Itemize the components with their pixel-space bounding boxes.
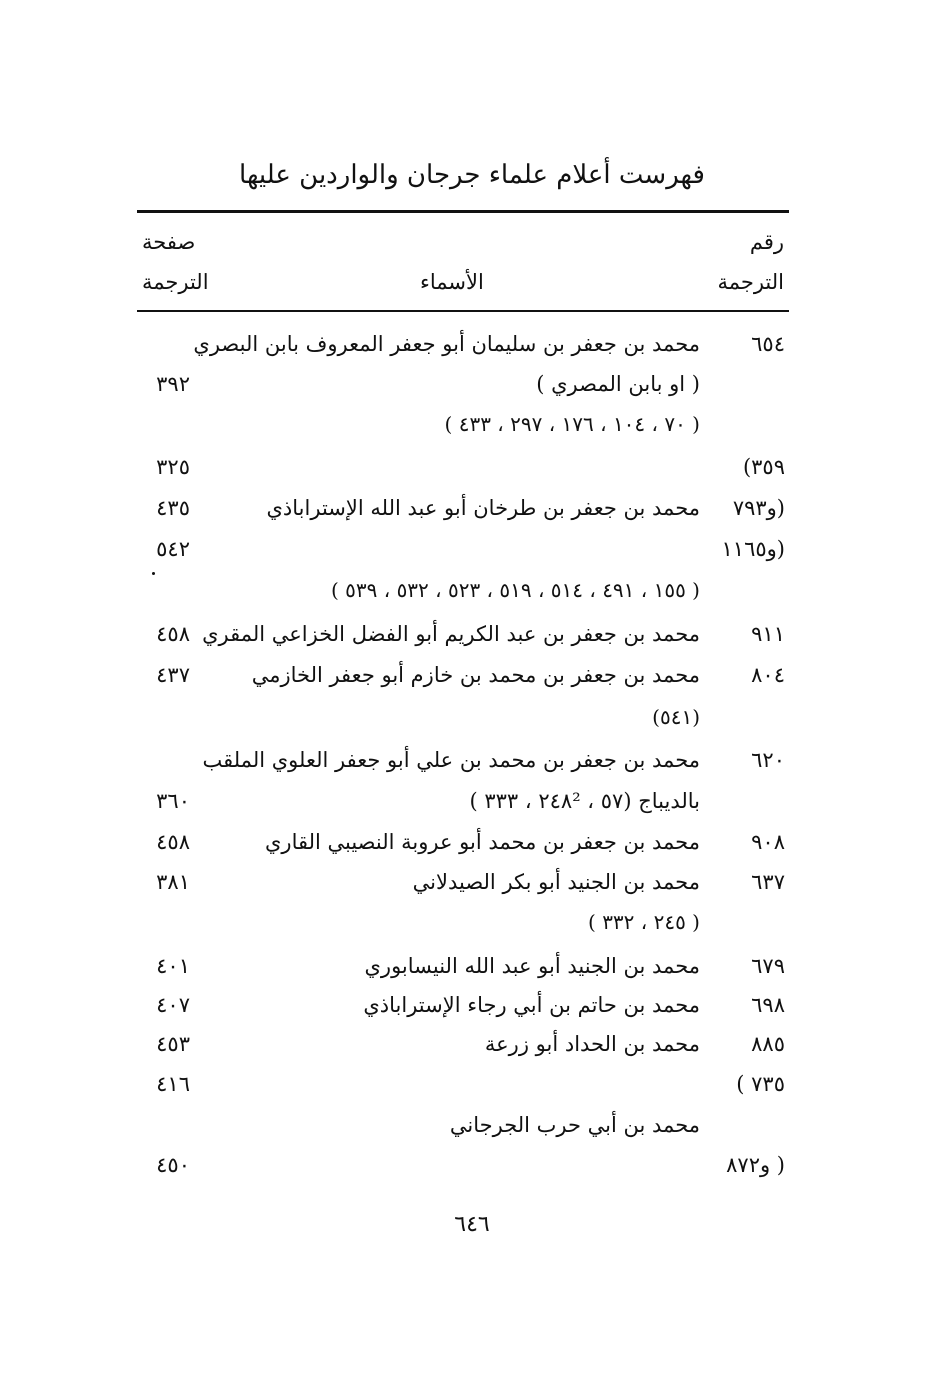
index-line — [0, 1145, 944, 1185]
entry-page: ٤٥٣ — [156, 1032, 190, 1056]
index-line — [0, 447, 944, 487]
entry-name: محمد بن الجنيد أبو بكر الصيدلاني — [412, 870, 700, 894]
entry-page — [130, 740, 190, 780]
entry-number: ٣٥٩) — [742, 455, 785, 479]
entry-number: (و٧٩٣ — [732, 496, 785, 520]
index-line — [0, 1024, 944, 1064]
entry-page: ٥٤٢ — [156, 537, 190, 561]
entry-name: محمد بن جعفر بن عبد الكريم أبو الفضل الخزاعي المقري — [202, 622, 700, 646]
entry-page: ٤٣٥ — [156, 496, 190, 520]
entry-name: بالديباج (٥٧ ، ٢٤٨² ، ٣٣٣ ) — [469, 789, 700, 813]
entry-references: ( ٧٠ ، ١٠٤ ، ١٧٦ ، ٢٩٧ ، ٤٣٣ ) — [444, 412, 700, 436]
entry-number: ( و٨٧٢ — [726, 1153, 785, 1177]
entry-page: ٣٢٥ — [156, 455, 190, 479]
entry-number: ٨٠٤ — [751, 663, 785, 687]
entry-name: محمد بن حاتم بن أبي رجاء الإستراباذي — [363, 993, 700, 1017]
entry-number — [690, 570, 785, 610]
entry-number: ٦٥٤ — [751, 332, 785, 356]
header-number-line1: رقم — [749, 230, 784, 254]
index-line — [0, 985, 944, 1025]
index-line — [0, 697, 944, 737]
entry-number: ٨٨٥ — [751, 1032, 785, 1056]
entry-number — [690, 781, 785, 821]
entry-number: ٦٢٠ — [751, 748, 785, 772]
entry-name — [200, 447, 700, 487]
entry-name: محمد بن الجنيد أبو عبد الله النيسابوري — [364, 954, 700, 978]
index-line — [0, 902, 944, 942]
index-line — [0, 324, 944, 364]
entry-page — [130, 902, 190, 942]
entry-name: محمد بن جعفر بن سليمان أبو جعفر المعروف بابن البصري — [193, 332, 700, 356]
header-page-line1: صفحة — [142, 230, 196, 254]
entry-page: ٣٦٠ — [156, 789, 190, 813]
entry-number: (و١١٦٥ — [721, 537, 785, 561]
entry-name: محمد بن جعفر بن طرخان أبو عبد الله الإستراباذي — [266, 496, 700, 520]
entry-number — [690, 364, 785, 404]
header-number-line2: الترجمة — [717, 270, 784, 294]
entry-number: ٩١١ — [751, 622, 785, 646]
page-title: فهرست أعلام علماء جرجان والواردين عليها — [239, 160, 705, 190]
entry-number: ٩٠٨ — [751, 830, 785, 854]
entry-page — [130, 404, 190, 444]
index-line — [0, 655, 944, 695]
entry-name: محمد بن جعفر بن محمد أبو عروبة النصيبي القاري — [264, 830, 700, 854]
entry-references: ( ١٥٥ ، ٤٩١ ، ٥١٤ ، ٥١٩ ، ٥٢٣ ، ٥٣٢ ، ٥٣٩ ) — [330, 578, 700, 602]
entry-page: ٤١٦ — [156, 1072, 190, 1096]
entry-name: محمد بن جعفر بن محمد بن علي أبو جعفر العلوي الملقب — [202, 748, 700, 772]
header-names: الأسماء — [420, 270, 484, 294]
entry-number: ٦٣٧ — [751, 870, 785, 894]
entry-name: محمد بن جعفر بن محمد بن خازم أبو جعفر الخازمي — [251, 663, 700, 687]
entry-page: ٤٠١ — [156, 954, 190, 978]
index-line — [0, 488, 944, 528]
entry-number: ٦٩٨ — [751, 993, 785, 1017]
page-number: ٦٤٦ — [454, 1212, 490, 1237]
index-line — [0, 529, 944, 569]
entry-name — [200, 1145, 700, 1185]
entry-page: ٣٩٢ — [156, 372, 190, 396]
entry-references: ( ٢٤٥ ، ٣٣٢ ) — [588, 910, 700, 934]
entry-references: (٥٤١) — [652, 705, 700, 729]
entry-page: ٤٥٠ — [156, 1153, 190, 1177]
index-line — [0, 404, 944, 444]
entry-number — [690, 902, 785, 942]
header-page-line2: الترجمة — [142, 270, 209, 294]
entry-name — [200, 1064, 700, 1104]
entry-page: ٤٥٨ — [156, 622, 190, 646]
entry-page — [130, 570, 190, 610]
entry-name: محمد بن أبي حرب الجرجاني — [449, 1113, 700, 1137]
entry-number — [690, 697, 785, 737]
entry-page: ٣٨١ — [156, 870, 190, 894]
index-line — [0, 364, 944, 404]
header-bottom-rule — [137, 310, 789, 312]
entry-page: ٤٣٧ — [156, 663, 190, 687]
index-line — [0, 781, 944, 821]
entry-page — [130, 697, 190, 737]
index-line — [0, 614, 944, 654]
entry-number: ٧٣٥ ) — [736, 1072, 785, 1096]
entry-page — [130, 324, 190, 364]
index-line — [0, 740, 944, 780]
entry-page: ٤٠٧ — [156, 993, 190, 1017]
index-line — [0, 862, 944, 902]
entry-number — [690, 404, 785, 444]
index-line — [0, 570, 944, 610]
index-line — [0, 1105, 944, 1145]
entry-name — [200, 529, 700, 569]
entry-name: ( او بابن المصري ) — [536, 372, 700, 396]
header-top-rule — [137, 210, 789, 213]
entry-name: محمد بن الحداد أبو زرعة — [484, 1032, 700, 1056]
index-line — [0, 946, 944, 986]
entry-number — [690, 1105, 785, 1145]
entry-page: ٤٥٨ — [156, 830, 190, 854]
entry-page — [130, 1105, 190, 1145]
index-line — [0, 822, 944, 862]
entry-number: ٦٧٩ — [751, 954, 785, 978]
index-line — [0, 1064, 944, 1104]
